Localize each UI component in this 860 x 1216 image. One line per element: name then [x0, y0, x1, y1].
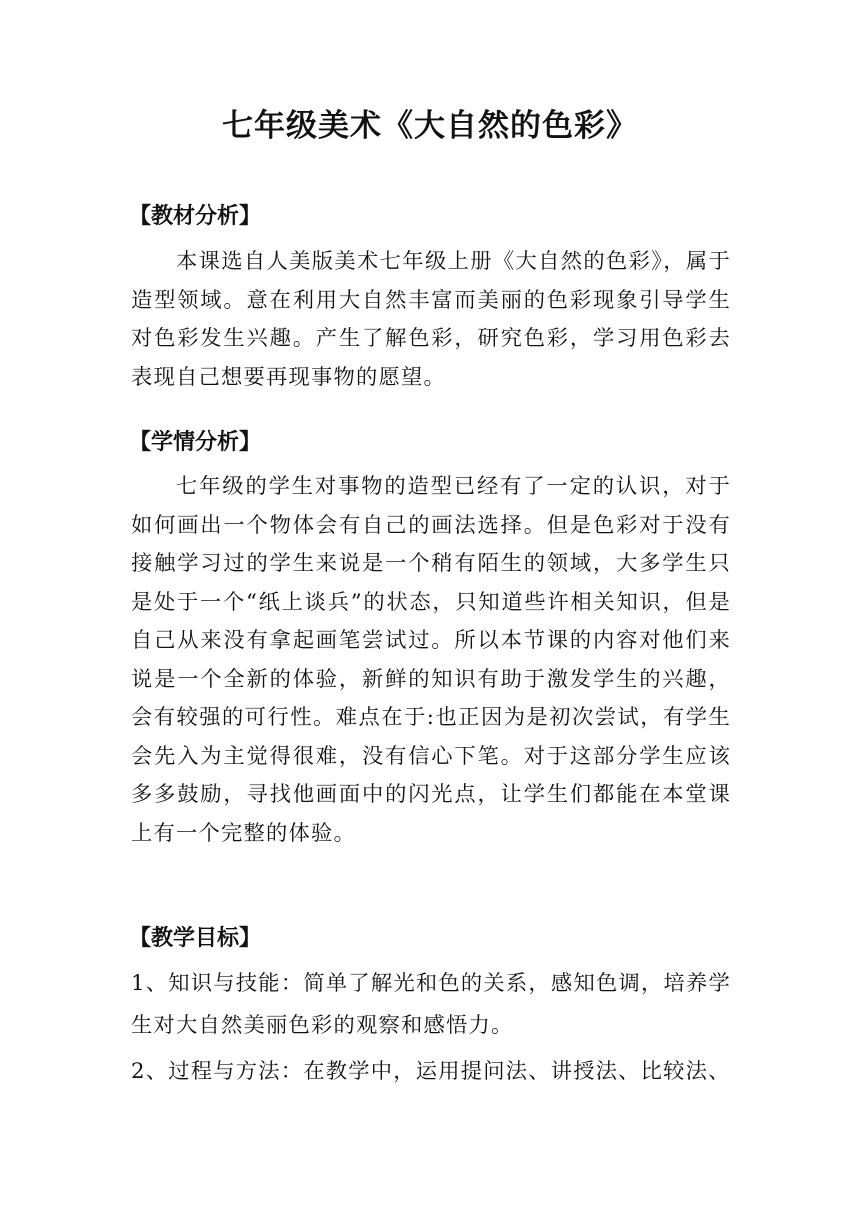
paragraph-textbook-analysis: 本课选自人美版美术七年级上册《大自然的色彩》，属于造型领域。意在利用大自然丰富而美丽的色彩现象引导学生对色彩发生兴趣。产生了解色彩，研究色彩，学习用色彩去表现自己想要再现事物的愿望。 — [131, 249, 731, 390]
objective-item-2: 2、过程与方法：在教学中，运用提问法、讲授法、比较法、 — [131, 1059, 731, 1084]
paragraph-student-analysis: 七年级的学生对事物的造型已经有了一定的认识，对于如何画出一个物体会有自己的画法选择。但是色彩对于没有接触学习过的学生来说是一个稍有陌生的领域，大多学生只是处于一个“纸上谈兵”的状态，只知道些许相关知识，但是自己从来没有拿起画笔尝试过。所以本节课的内容对他们来说是一个全新的体验，新鲜的知识有助于激发学生的兴趣，会有较强的可行性。难点在于:也正因为是初次尝试，有学生会先入为主觉得很难，没有信心下笔。对于这部分学生应该多多鼓励，寻找他画面中的闪光点，让学生们都能在本堂课上有一个完整的体验。 — [131, 474, 731, 846]
heading-teaching-objectives: 【教学目标】 — [129, 926, 262, 951]
document-title: 七年级美术《大自然的色彩》 — [222, 108, 638, 144]
objective-item-1: 1、知识与技能：简单了解光和色的关系，感知色调，培养学生对大自然美丽色彩的观察和感悟力。 — [131, 971, 731, 1038]
heading-textbook-analysis: 【教材分析】 — [129, 204, 262, 229]
heading-student-analysis: 【学情分析】 — [129, 430, 262, 455]
